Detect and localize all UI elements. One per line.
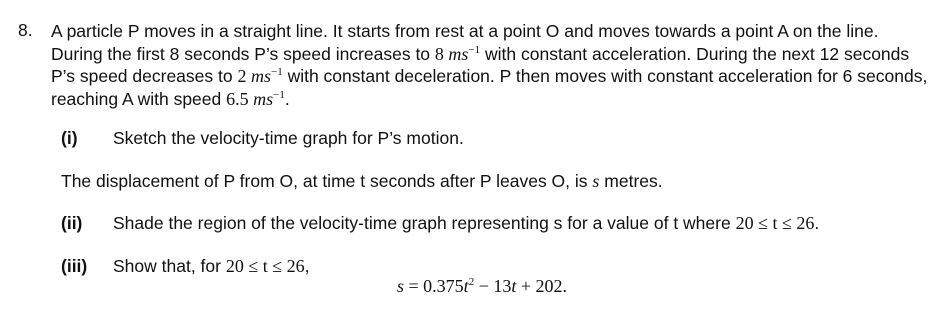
intro-text: P’s speed decreases to xyxy=(51,66,238,86)
intro-text: with constant deceleration. P then moves with constant acceleration for 6 seconds, xyxy=(282,66,928,86)
part-iii-end: , xyxy=(304,256,310,276)
time-range: 20 ≤ t ≤ 26 xyxy=(735,213,815,233)
speed-value: 2 xyxy=(237,66,251,86)
intro-line-1: A particle P moves in a straight line. It starts from rest at a point O and moves towards a point A on the line. xyxy=(51,21,879,41)
equation-term: − 13 xyxy=(474,276,512,296)
intro-text: with constant acceleration. During the next 12 seconds xyxy=(480,43,910,64)
displacement-statement xyxy=(61,171,663,192)
part-ii-end: . xyxy=(814,213,820,233)
displacement-text: The displacement of P from O, at time t seconds after P leaves O, is xyxy=(61,171,593,191)
displacement-variable: s xyxy=(592,171,600,191)
part-i-text: Sketch the velocity-time graph for P’s motion. xyxy=(113,128,464,148)
speed-unit: ms xyxy=(250,66,271,86)
speed-value: 6.5 xyxy=(226,88,254,109)
intro-text: During the first 8 seconds P’s speed increases to xyxy=(51,43,435,64)
unit-exponent: −1 xyxy=(273,88,285,101)
question-intro xyxy=(51,20,931,110)
unit-exponent: −1 xyxy=(270,66,283,78)
intro-text: reaching A with speed xyxy=(51,88,227,109)
speed-value: 8 xyxy=(434,43,449,64)
equation-variable: t xyxy=(463,276,469,296)
displacement-text: metres. xyxy=(599,171,663,191)
displacement-equation xyxy=(397,276,567,297)
speed-unit: ms xyxy=(448,43,469,64)
equation-exponent: 2 xyxy=(468,276,475,288)
part-ii-label: (ii) xyxy=(61,213,83,233)
part-iii-body: Show that, for xyxy=(113,256,226,276)
part-i-label: (i) xyxy=(61,128,78,148)
intro-line-4 xyxy=(51,88,931,111)
equation-term: = 0.375 xyxy=(404,276,464,296)
part-ii-text xyxy=(113,213,819,234)
equation-variable: t xyxy=(511,276,517,296)
part-ii-body: Shade the region of the velocity-time graph representing s for a value of t where xyxy=(113,213,736,233)
equation-term: + 202. xyxy=(516,276,568,296)
intro-text: . xyxy=(284,88,290,109)
time-range: 20 ≤ t ≤ 26 xyxy=(225,256,305,276)
equation-lhs: s xyxy=(397,276,405,296)
speed-unit: ms xyxy=(253,88,274,109)
part-iii-label: (iii) xyxy=(61,256,88,276)
unit-exponent: −1 xyxy=(468,43,481,56)
intro-line-3 xyxy=(51,65,931,88)
question-number: 8. xyxy=(18,20,33,40)
intro-line-2 xyxy=(51,43,931,66)
part-iii-text xyxy=(113,256,309,277)
